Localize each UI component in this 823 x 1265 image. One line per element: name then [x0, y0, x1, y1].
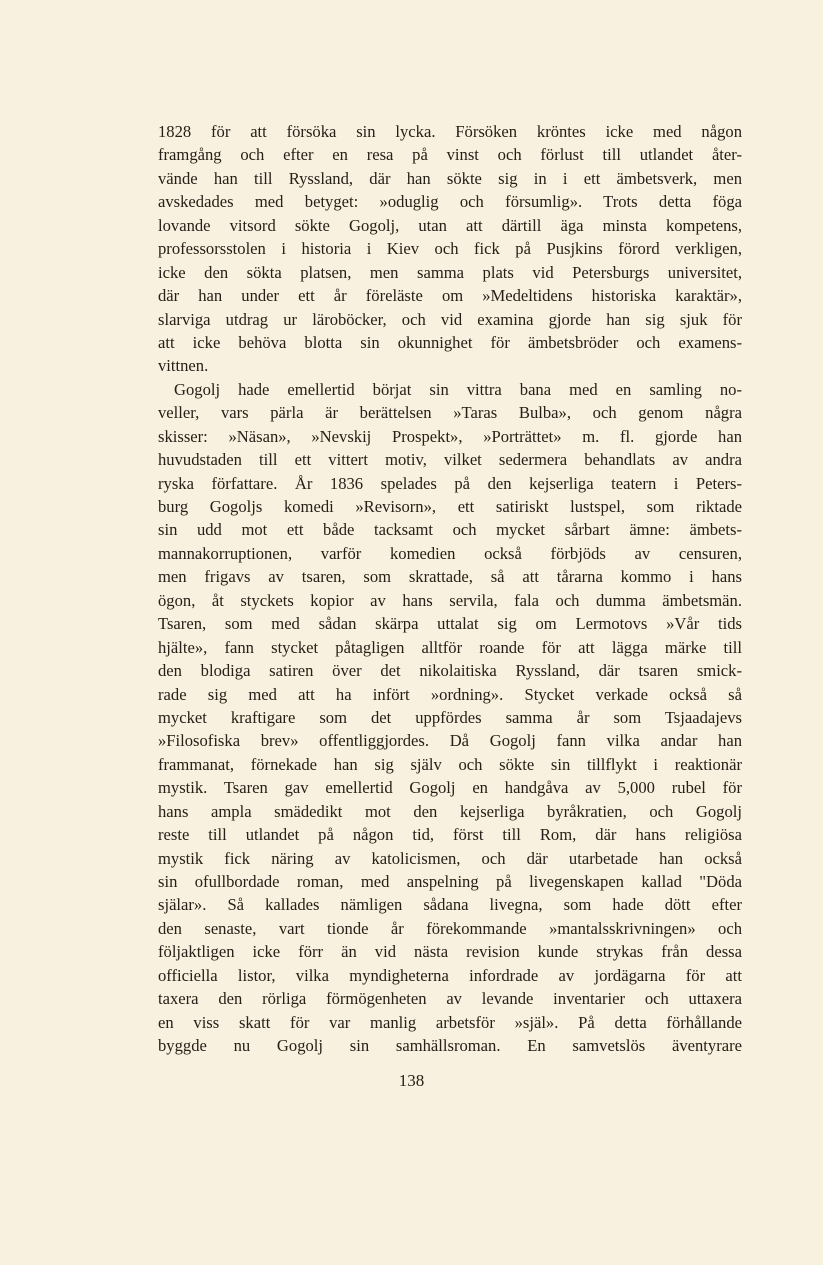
text-line: ryska författare. År 1836 spelades på den kejserliga teatern i Peters-	[158, 473, 742, 493]
text-line: 1828 för att försöka sin lycka. Försöken kröntes icke med någon	[158, 122, 742, 141]
text-line: en viss skatt för var manlig arbetsför »själ». På detta förhållande	[158, 1012, 742, 1032]
text-line: veller, vars pärla är berättelsen »Taras Bulba», och genom några	[158, 403, 742, 423]
text-line: själar». Så kallades nämligen sådana livegna, som hade dött efter	[158, 895, 742, 915]
text-line: byggde nu Gogolj sin samhällsroman. En samvetslös äventyrare	[158, 1036, 742, 1056]
text-line: reste till utlandet på någon tid, först till Rom, där hans religiösa	[158, 825, 742, 845]
text-line: Tsaren, som med sådan skärpa uttalat sig om Lermotovs »Vår tids	[158, 614, 742, 634]
paragraph	[158, 120, 742, 378]
body-text	[158, 120, 742, 1058]
page-number: 138	[398, 1071, 425, 1090]
text-line: mystik fick näring av katolicismen, och där utarbetade han också	[158, 848, 742, 868]
text-line: sin ofullbordade roman, med anspelning på livegenskapen kallad "Döda	[158, 872, 742, 891]
text-line: mannakorruptionen, varför komedien också förbjöds av censuren,	[158, 543, 742, 563]
text-line: den blodiga satiren över det nikolaitiska Ryssland, där tsaren smick-	[158, 661, 742, 681]
text-line: ögon, åt styckets kopior av hans servila, fala och dumma ämbetsmän.	[158, 590, 742, 610]
text-line: den senaste, vart tionde år förekommande »mantalsskrivningen» och	[158, 918, 742, 938]
text-line: men frigavs av tsaren, som skrattade, så att tårarna kommo i hans	[158, 567, 742, 587]
text-line: skisser: »Näsan», »Nevskij Prospekt», »Porträttet» m. fl. gjorde han	[158, 426, 742, 446]
text-line: att icke behöva blotta sin okunnighet för ämbetsbröder och examens-	[158, 332, 742, 352]
text-line: professorsstolen i historia i Kiev och fick på Pusjkins förord verkligen,	[158, 239, 742, 259]
text-line: slarviga utdrag ur läroböcker, och vid examina gjorde han sig sjuk för	[158, 309, 742, 329]
text-line: rade sig med att ha infört »ordning». Stycket verkade också så	[158, 684, 742, 704]
text-line: Gogolj hade emellertid börjat sin vittra bana med en samling no-	[174, 379, 742, 399]
text-line: lovande vitsord sökte Gogolj, utan att därtill äga minsta kompetens,	[158, 215, 742, 235]
text-line: »Filosofiska brev» offentliggjordes. Då Gogolj fann vilka andar han	[158, 731, 742, 751]
text-line: där han under ett år föreläste om »Medeltidens historiska karaktär»,	[158, 286, 742, 306]
text-line: mystik. Tsaren gav emellertid Gogolj en handgåva av 5,000 rubel för	[158, 778, 742, 798]
text-line: sin udd mot ett både tacksamt och mycket sårbart ämne: ämbets-	[158, 520, 742, 540]
text-line: taxera den rörliga förmögenheten av levande inventarier och uttaxera	[158, 989, 742, 1009]
text-line: framgång och efter en resa på vinst och förlust till utlandet åter-	[158, 145, 742, 165]
text-line: hans ampla smädedikt mot den kejserliga byråkratien, och Gogolj	[158, 801, 742, 821]
text-line: avskedades med betyget: »oduglig och försumlig». Trots detta föga	[158, 192, 742, 212]
paragraph	[158, 378, 742, 1058]
text-line: vittnen.	[158, 356, 209, 376]
text-line: officiella listor, vilka myndigheterna infordrade av jordägarna för att	[158, 965, 742, 985]
text-line: hjälte», fann stycket påtagligen alltför roande för att lägga märke till	[158, 637, 742, 657]
text-line: burg Gogoljs komedi »Revisorn», ett satiriskt lustspel, som riktade	[158, 497, 742, 516]
text-line: icke den sökta platsen, men samma plats vid Petersburgs universitet,	[158, 262, 742, 282]
text-line: frammanat, förnekade han sig själv och sökte sin tillflykt i reaktionär	[158, 754, 742, 774]
text-line: mycket kraftigare som det uppfördes samma år som Tsjaadajevs	[158, 707, 742, 727]
text-line: vände han till Ryssland, där han sökte sig in i ett ämbetsverk, men	[158, 168, 742, 188]
text-line: huvudstaden till ett vittert motiv, vilket sedermera behandlats av andra	[158, 450, 742, 470]
text-line: följaktligen icke förr än vid nästa revision kunde strykas från dessa	[158, 942, 742, 962]
